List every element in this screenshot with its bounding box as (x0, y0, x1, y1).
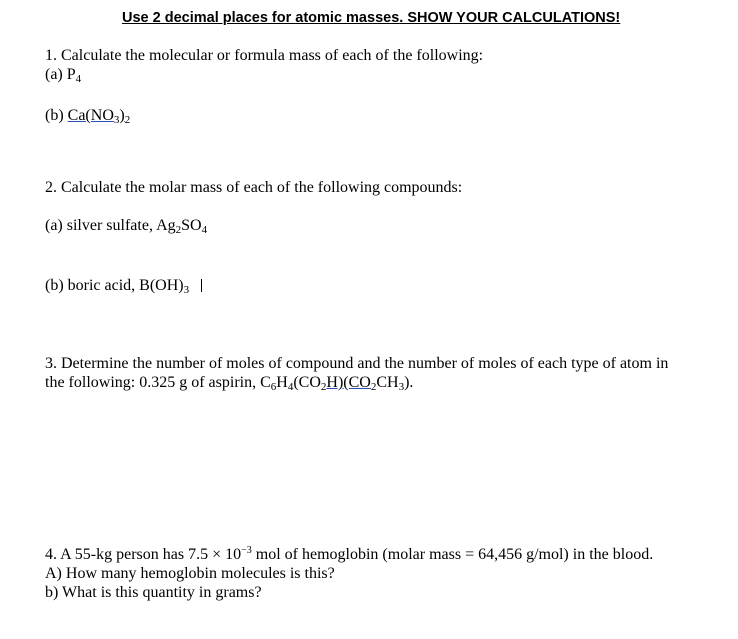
q2-part-b: (b) boric acid, $B(OH)_3$ (45, 276, 202, 295)
q2-part-a: (a) silver sulfate, $Ag_2SO_4$ (45, 217, 208, 236)
q2b-label: (b) boric acid, B(OH) (45, 277, 184, 294)
q1-part-a (45, 65, 81, 84)
q3-line1: 3. Determine the number of moles of compound and the number of moles of each type of atom in (45, 355, 669, 372)
q4-line2: A) How many hemoglobin molecules is this? (45, 565, 335, 582)
q1b-sub: 2 (124, 114, 131, 126)
q4-line1: 4. A 55-kg person has $7.5 \times 10^{-3}$ mol of hemoglobin (molar mass = 64,456 g/mol) in the blood. (45, 545, 654, 563)
q1a-sub: 4 (75, 73, 82, 85)
text-cursor (201, 279, 202, 292)
q4-line3: b) What is this quantity in grams? (45, 584, 262, 601)
instructions-header: Use 2 decimal places for atomic masses. SHOW YOUR CALCULATIONS! (122, 10, 621, 26)
q3-line2: the following: 0.325 g of aspirin, $C_6H_4(CO_2H)(CO_2CH_3)$. (45, 374, 414, 393)
q1-part-b (45, 106, 130, 125)
q1b-label: (b) (45, 107, 68, 124)
q2a-label: (a) silver sulfate, Ag (45, 217, 176, 234)
q1-stem: 1. Calculate the molecular or formula mass of each of the following: (45, 47, 484, 64)
q1a-label: (a) P (45, 66, 76, 83)
q2-stem: 2. Calculate the molar mass of each of the following compounds: (45, 179, 463, 196)
q1b-formula: $Ca(NO_3)$ (67, 107, 125, 126)
